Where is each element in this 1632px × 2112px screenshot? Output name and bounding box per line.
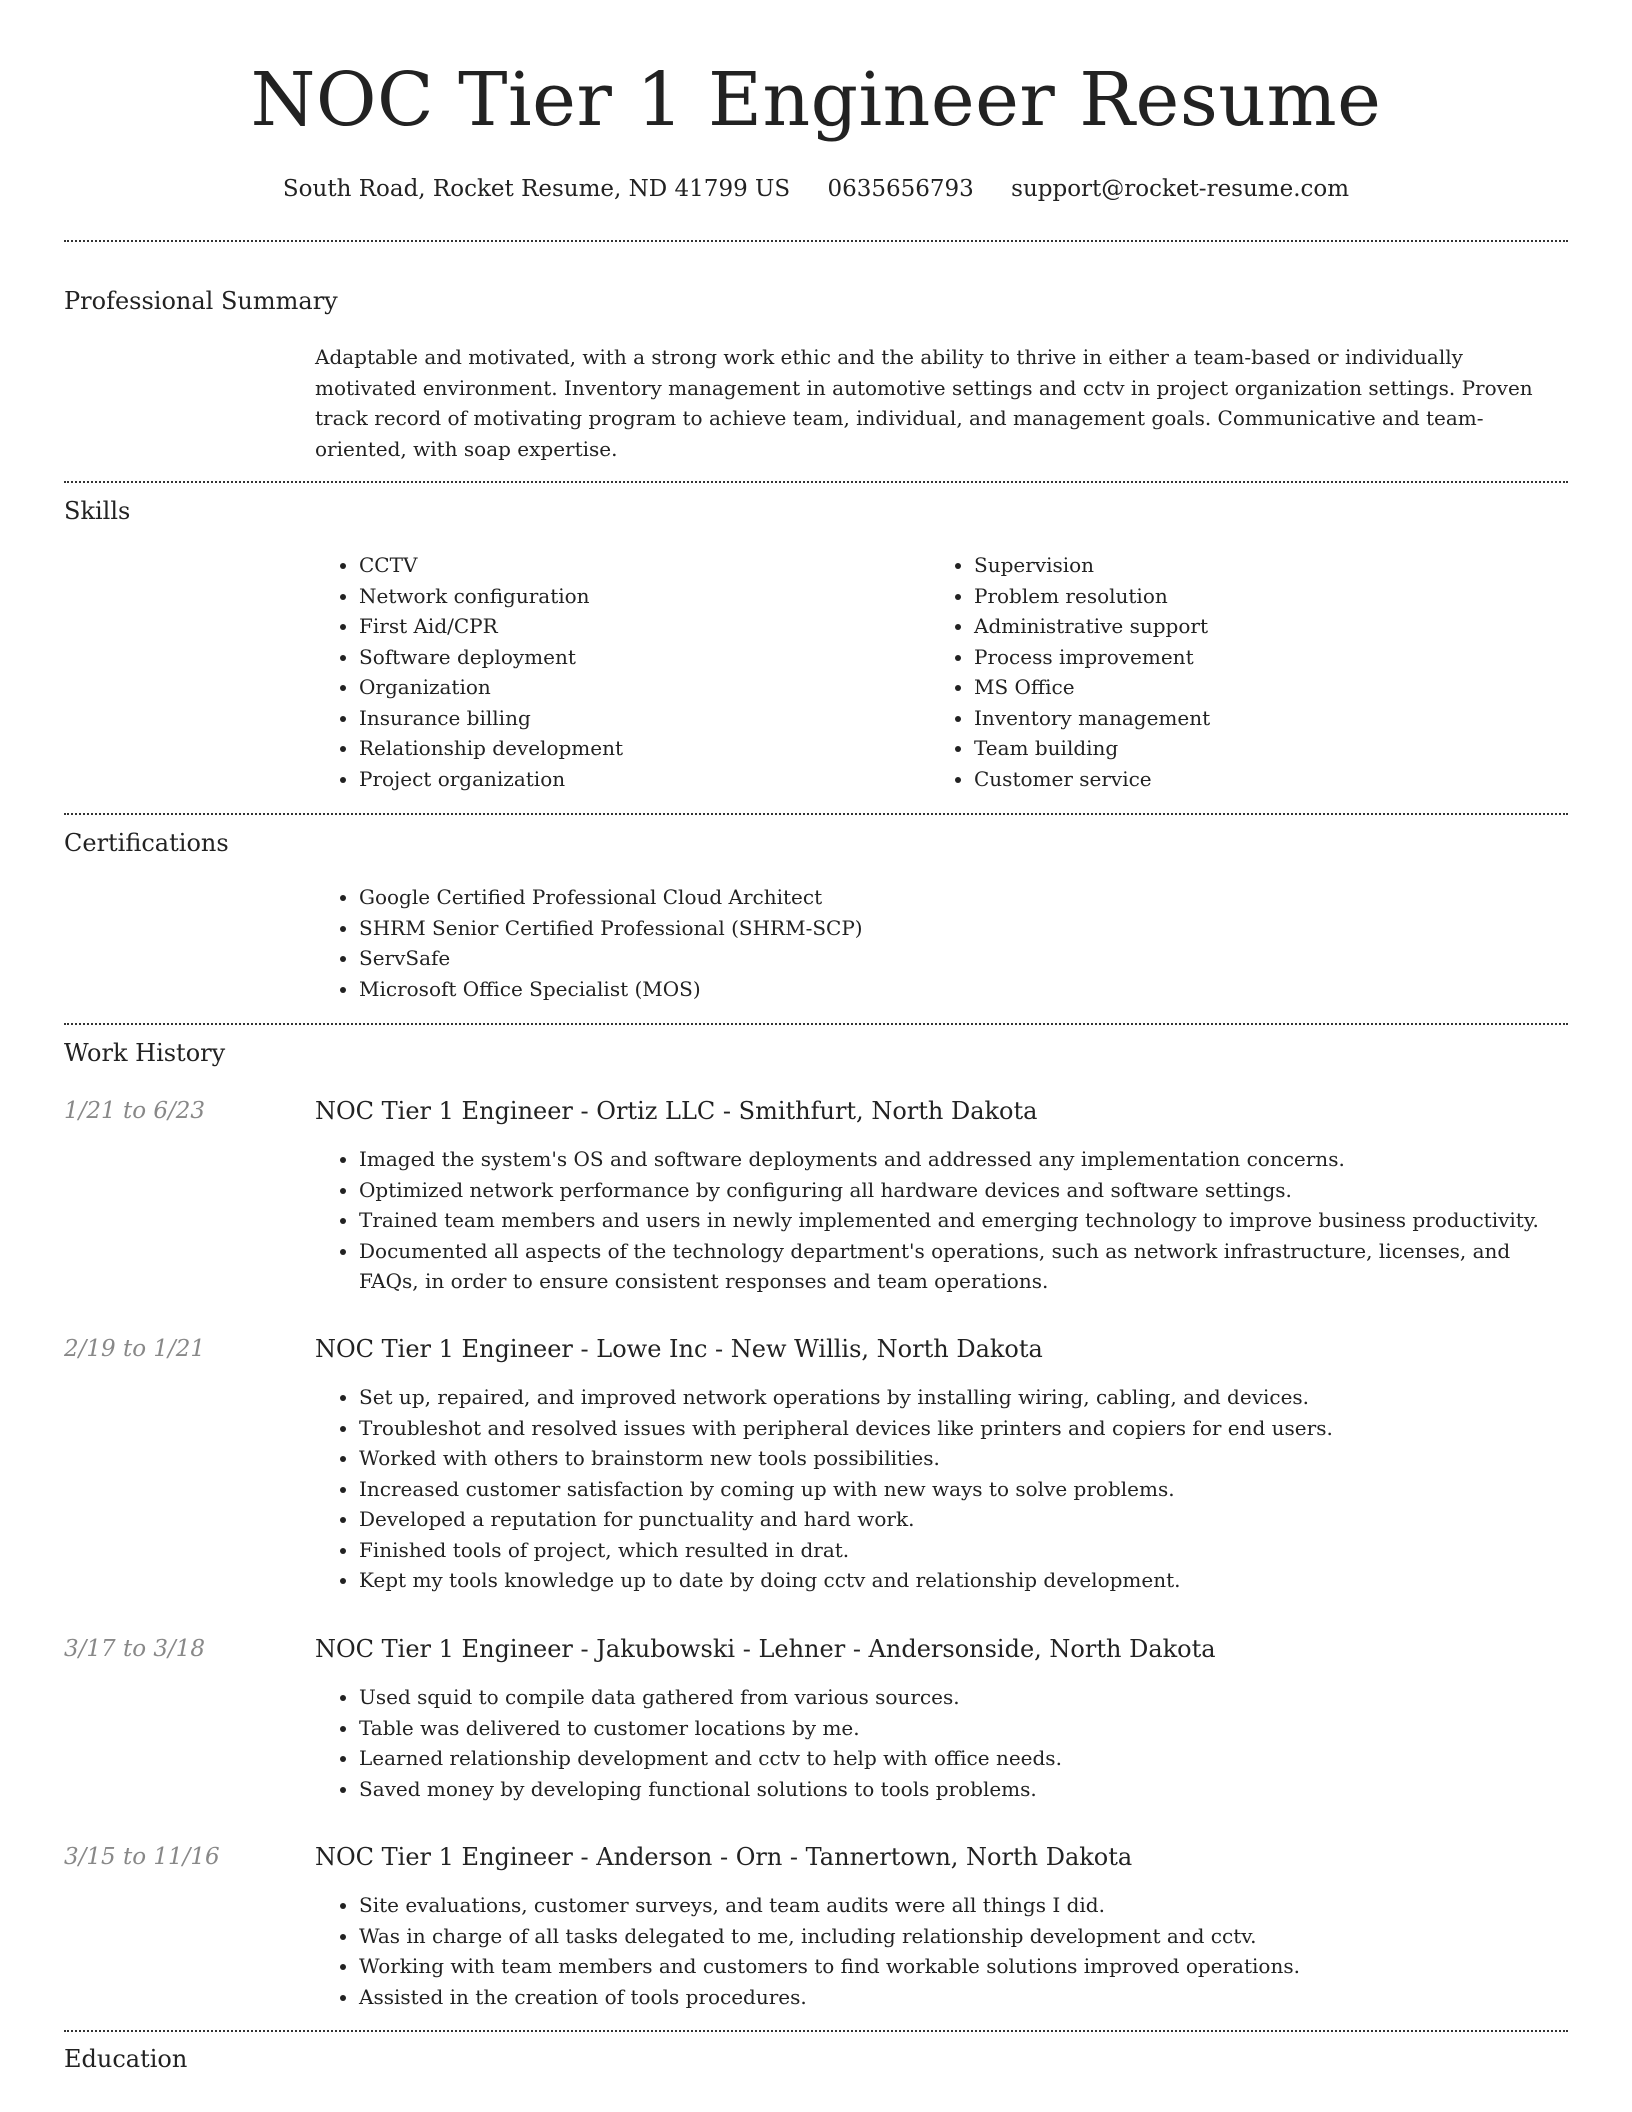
job-bullet: • Imaged the system's OS and software deployments and addressed any implementation concerns. — [359, 1144, 1569, 1175]
skill-item: • Process improvement — [974, 642, 1574, 673]
job-bullet: • Worked with others to brainstorm new tools possibilities. — [359, 1443, 1569, 1474]
skill-item: • Team building — [974, 733, 1574, 764]
skills-list-right — [930, 550, 1574, 794]
skills-list-left — [315, 550, 919, 794]
job-bullet: • Assisted in the creation of tools procedures. — [359, 1982, 1569, 2013]
job-dates: 1/21 to 6/23 — [64, 1098, 206, 1124]
section-divider — [64, 813, 1568, 815]
job-bullet: • Optimized network performance by configuring all hardware devices and software settings. — [359, 1175, 1569, 1206]
skill-item: • MS Office — [974, 672, 1574, 703]
certification-item: • ServSafe — [359, 943, 1559, 974]
job-bullets — [315, 1890, 1569, 2012]
skill-item: • Inventory management — [974, 703, 1574, 734]
section-divider — [64, 2030, 1568, 2032]
certification-item: • SHRM Senior Certified Professional (SHRM-SCP) — [359, 913, 1559, 944]
job-bullet: • Site evaluations, customer surveys, and team audits were all things I did. — [359, 1890, 1569, 1921]
certifications-heading: Certifications — [64, 829, 229, 857]
job-dates: 3/17 to 3/18 — [64, 1636, 206, 1662]
contact-line — [0, 172, 1632, 206]
resume-title: NOC Tier 1 Engineer Resume — [250, 57, 1382, 143]
job-bullet: • Table was delivered to customer locations by me. — [359, 1713, 1569, 1744]
job-bullet: • Developed a reputation for punctuality and hard work. — [359, 1504, 1569, 1535]
skill-item: • Organization — [359, 672, 919, 703]
job-bullet: • Saved money by developing functional solutions to tools problems. — [359, 1774, 1569, 1805]
skill-item: • Supervision — [974, 550, 1574, 581]
contact-phone: 0635656793 — [827, 176, 974, 202]
job-bullet: • Trained team members and users in newly implemented and emerging technology to improve business productivity. — [359, 1205, 1569, 1236]
job-bullet: • Finished tools of project, which resulted in drat. — [359, 1535, 1569, 1566]
job-bullet: • Kept my tools knowledge up to date by doing cctv and relationship development. — [359, 1565, 1569, 1596]
section-divider — [64, 240, 1568, 242]
education-heading: Education — [64, 2045, 188, 2073]
certifications-list — [315, 882, 1559, 1004]
skill-item: • First Aid/CPR — [359, 611, 919, 642]
job-title: NOC Tier 1 Engineer - Lowe Inc - New Willis, North Dakota — [315, 1335, 1043, 1363]
section-divider — [64, 1023, 1568, 1025]
job-bullet: • Documented all aspects of the technology department's operations, such as network infrastructure, licenses, and FAQs, in order to ensure consistent responses and team operations. — [359, 1236, 1569, 1297]
section-divider — [64, 481, 1568, 483]
contact-email: support@rocket-resume.com — [1011, 176, 1350, 202]
summary-heading: Professional Summary — [64, 287, 338, 315]
skill-item: • CCTV — [359, 550, 919, 581]
job-bullets — [315, 1382, 1569, 1596]
skill-item: • Problem resolution — [974, 581, 1574, 612]
job-bullet: • Set up, repaired, and improved network operations by installing wiring, cabling, and devices. — [359, 1382, 1569, 1413]
job-bullet: • Learned relationship development and cctv to help with office needs. — [359, 1743, 1569, 1774]
job-title: NOC Tier 1 Engineer - Anderson - Orn - Tannertown, North Dakota — [315, 1843, 1133, 1871]
skill-item: • Customer service — [974, 764, 1574, 795]
job-title: NOC Tier 1 Engineer - Jakubowski - Lehner - Andersonside, North Dakota — [315, 1635, 1216, 1663]
certification-item: • Microsoft Office Specialist (MOS) — [359, 974, 1559, 1005]
certification-item: • Google Certified Professional Cloud Architect — [359, 882, 1559, 913]
job-bullet: • Troubleshot and resolved issues with peripheral devices like printers and copiers for end users. — [359, 1413, 1569, 1444]
skills-heading: Skills — [64, 497, 131, 525]
job-bullet: • Used squid to compile data gathered from various sources. — [359, 1682, 1569, 1713]
summary-text: Adaptable and motivated, with a strong work ethic and the ability to thrive in either a team-based or individually motivated environment. Inventory management in automotive settings and cctv in project organization settings. Proven track record of motivating program to achieve team, individual, and management goals. Communicative and team-oriented, with soap expertise. — [315, 345, 1533, 461]
skill-item: • Network configuration — [359, 581, 919, 612]
job-title: NOC Tier 1 Engineer - Ortiz LLC - Smithfurt, North Dakota — [315, 1097, 1038, 1125]
job-dates: 3/15 to 11/16 — [64, 1844, 220, 1870]
skill-item: • Relationship development — [359, 733, 919, 764]
skill-item: • Project organization — [359, 764, 919, 795]
job-bullet: • Working with team members and customers to find workable solutions improved operations. — [359, 1951, 1569, 1982]
skill-item: • Administrative support — [974, 611, 1574, 642]
job-dates: 2/19 to 1/21 — [64, 1336, 206, 1362]
job-bullets — [315, 1682, 1569, 1804]
skill-item: • Software deployment — [359, 642, 919, 673]
job-bullet: • Was in charge of all tasks delegated to me, including relationship development and cctv. — [359, 1921, 1569, 1952]
work-history-heading: Work History — [64, 1039, 226, 1067]
contact-address: South Road, Rocket Resume, ND 41799 US — [282, 176, 791, 202]
job-bullets — [315, 1144, 1569, 1297]
job-bullet: • Increased customer satisfaction by coming up with new ways to solve problems. — [359, 1474, 1569, 1505]
skill-item: • Insurance billing — [359, 703, 919, 734]
